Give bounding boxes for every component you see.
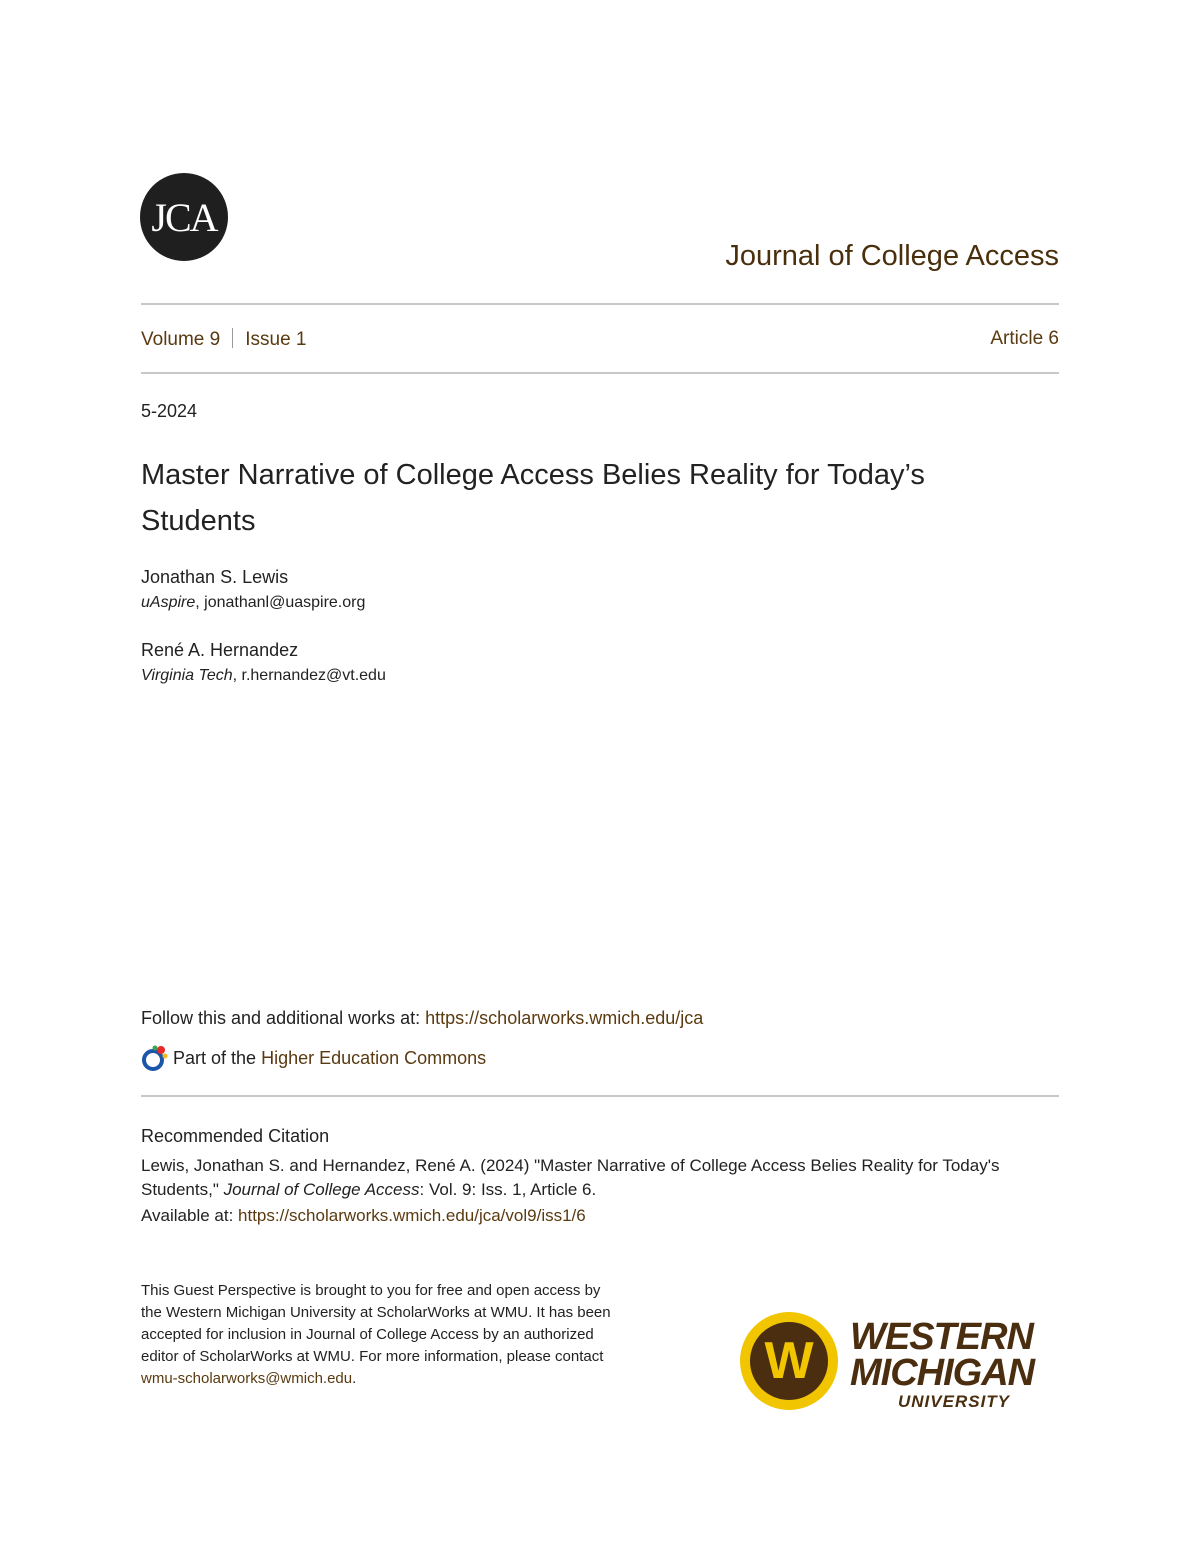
follow-link[interactable]: https://scholarworks.wmich.edu/jca [425,1008,704,1028]
follow-line [141,1008,703,1029]
divider-top [141,303,1059,305]
jca-logo [140,173,228,261]
follow-prefix: Follow this and additional works at: [141,1008,426,1028]
wmu-logo-line3: UNIVERSITY [898,1392,1011,1411]
affiliation-name: Virginia Tech [141,667,233,684]
author-email: , jonathanl@uaspire.org [195,594,366,611]
divider-mid [141,372,1059,374]
part-of-line [141,1044,486,1072]
article-number: Article 6 [990,328,1059,349]
volume-link[interactable]: Volume 9 [141,329,221,350]
separator [232,328,233,348]
divider-bottom [141,1095,1059,1097]
affiliation-name: uAspire [141,594,196,611]
citation-volume: : Vol. 9: Iss. 1, Article 6. [419,1180,597,1199]
available-at-line [141,1206,586,1226]
access-notice-suffix: . [352,1370,357,1387]
author-name[interactable]: René A. Hernandez [141,640,299,660]
citation-text [141,1154,1071,1202]
wmu-logo-line1: WESTERN [850,1316,1033,1358]
publication-date: 5-2024 [141,401,198,421]
wmu-seal-logo [740,1312,838,1410]
contact-email-link[interactable]: wmu-scholarworks@wmich.edu [141,1370,353,1387]
article-url-link[interactable]: https://scholarworks.wmich.edu/jca/vol9/iss1/6 [238,1206,586,1225]
available-prefix: Available at: [141,1206,239,1225]
author-name[interactable]: Jonathan S. Lewis [141,567,289,587]
wmu-seal-letter: W [750,1322,828,1400]
citation-journal: Journal of College Access [223,1180,420,1199]
author-affiliation [141,667,386,685]
journal-name[interactable]: Journal of College Access [725,240,1059,272]
access-notice [141,1280,611,1390]
commons-network-icon [141,1044,169,1072]
article-title: Master Narrative of College Access Belies Reality for Today’s Students [141,459,925,537]
volume-issue [141,328,307,351]
part-of-prefix: Part of the [173,1047,257,1068]
higher-education-commons-link[interactable]: Higher Education Commons [261,1047,487,1068]
author-affiliation [141,594,365,612]
jca-logo-text: JCA [151,194,217,240]
citation-authors-title: Lewis, Jonathan S. and Hernandez, René A. (2024) "Master Narrative of College Access Belies Reality for Today's Students," [141,1156,1000,1199]
author-email: , r.hernandez@vt.edu [232,667,386,684]
wmu-logo-line2: MICHIGAN [850,1352,1035,1394]
access-notice-text: This Guest Perspective is brought to you for free and open access by the Western Michigan University at ScholarWorks at WMU. It has been accepted for inclusion in Journal of College Access by an authorized editor of ScholarWorks at WMU. For more information, please contact [141,1282,611,1365]
issue-link[interactable]: Issue 1 [245,329,307,350]
recommended-citation-heading: Recommended Citation [141,1126,330,1146]
